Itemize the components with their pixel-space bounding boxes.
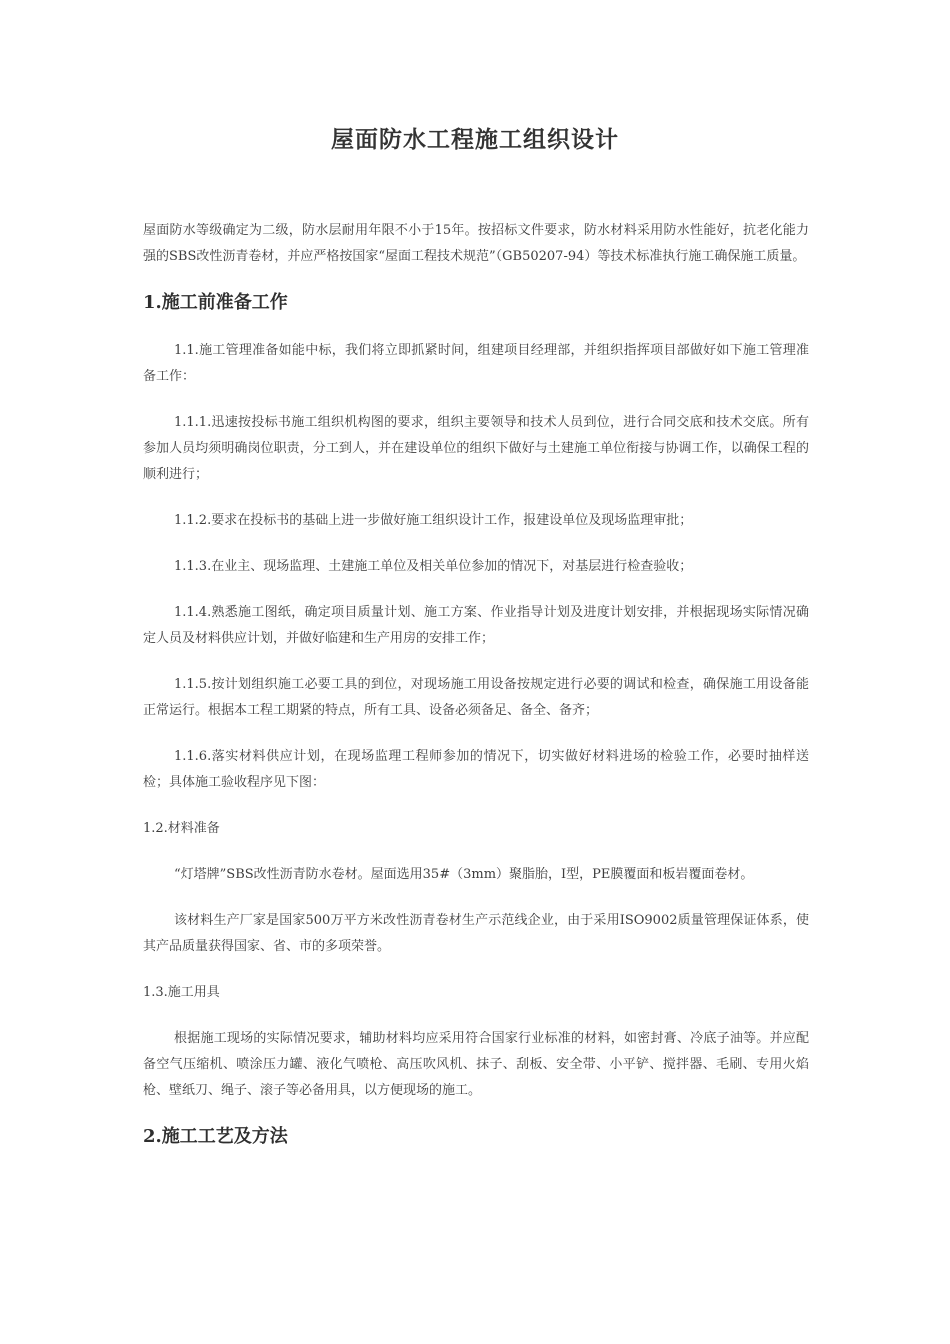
paragraph-1-1-3: 1.1.3.在业主、现场监理、土建施工单位及相关单位参加的情况下，对基层进行检查验收； [174,559,693,574]
section-heading-1: 1.施工前准备工作 [143,292,288,313]
paragraph-1-1-4: 1.1.4.熟悉施工图纸，确定项目质量计划、施工方案、作业指导计划及进度计划安排，并根据现场实际情况确定人员及材料供应计划，并做好临建和生产用房的安排工作； [143,605,809,646]
paragraph-1-3: 根据施工现场的实际情况要求，辅助材料均应采用符合国家行业标准的材料，如密封膏、冷底子油等。并应配备空气压缩机、喷涂压力罐、液化气喷枪、高压吹风机、抹子、刮板、安全带、小平铲、搅拌器、毛刷、专用火焰枪、壁纸刀、绳子、滚子等必备用具，以方便现场的施工。 [143,1031,809,1098]
paragraph-1-2-b: 该材料生产厂家是国家500万平方米改性沥青卷材生产示范线企业，由于采用ISO9002质量管理保证体系，使其产品质量获得国家、省、市的多项荣誉。 [143,913,809,954]
paragraph-1-2-a: “灯塔牌”SBS改性沥青防水卷材。屋面选用35#（3mm）聚脂胎，I型，PE膜覆面和板岩覆面卷材。 [174,867,754,882]
intro-paragraph: 屋面防水等级确定为二级，防水层耐用年限不小于15年。按招标文件要求，防水材料采用防水性能好，抗老化能力强的SBS改性沥青卷材，并应严格按国家“屋面工程技术规范”（GB50207-94）等技术标准执行施工确保施工质量。 [143,223,809,264]
document-title: 屋面防水工程施工组织设计 [331,126,619,153]
paragraph-1-1-6: 1.1.6.落实材料供应计划，在现场监理工程师参加的情况下，切实做好材料进场的检验工作，必要时抽样送检；具体施工验收程序见下图： [143,749,809,790]
section-heading-2: 2.施工工艺及方法 [143,1126,288,1147]
document-body [143,218,809,1172]
paragraph-1-1: 1.1.施工管理准备如能中标，我们将立即抓紧时间，组建项目经理部，并组织指挥项目部做好如下施工管理准备工作： [143,343,809,384]
subheading-1-2: 1.2.材料准备 [143,821,220,836]
subheading-1-3: 1.3.施工用具 [143,985,220,1000]
paragraph-1-1-1: 1.1.1.迅速按投标书施工组织机构图的要求，组织主要领导和技术人员到位，进行合同交底和技术交底。所有参加人员均须明确岗位职责，分工到人，并在建设单位的组织下做好与土建施工单位衔接与协调工作，以确保工程的顺利进行； [143,415,809,482]
paragraph-1-1-2: 1.1.2.要求在投标书的基础上进一步做好施工组织设计工作，报建设单位及现场监理审批； [174,513,693,528]
paragraph-1-1-5: 1.1.5.按计划组织施工必要工具的到位，对现场施工用设备按规定进行必要的调试和检查，确保施工用设备能正常运行。根据本工程工期紧的特点，所有工具、设备必须备足、备全、备齐； [143,677,809,718]
